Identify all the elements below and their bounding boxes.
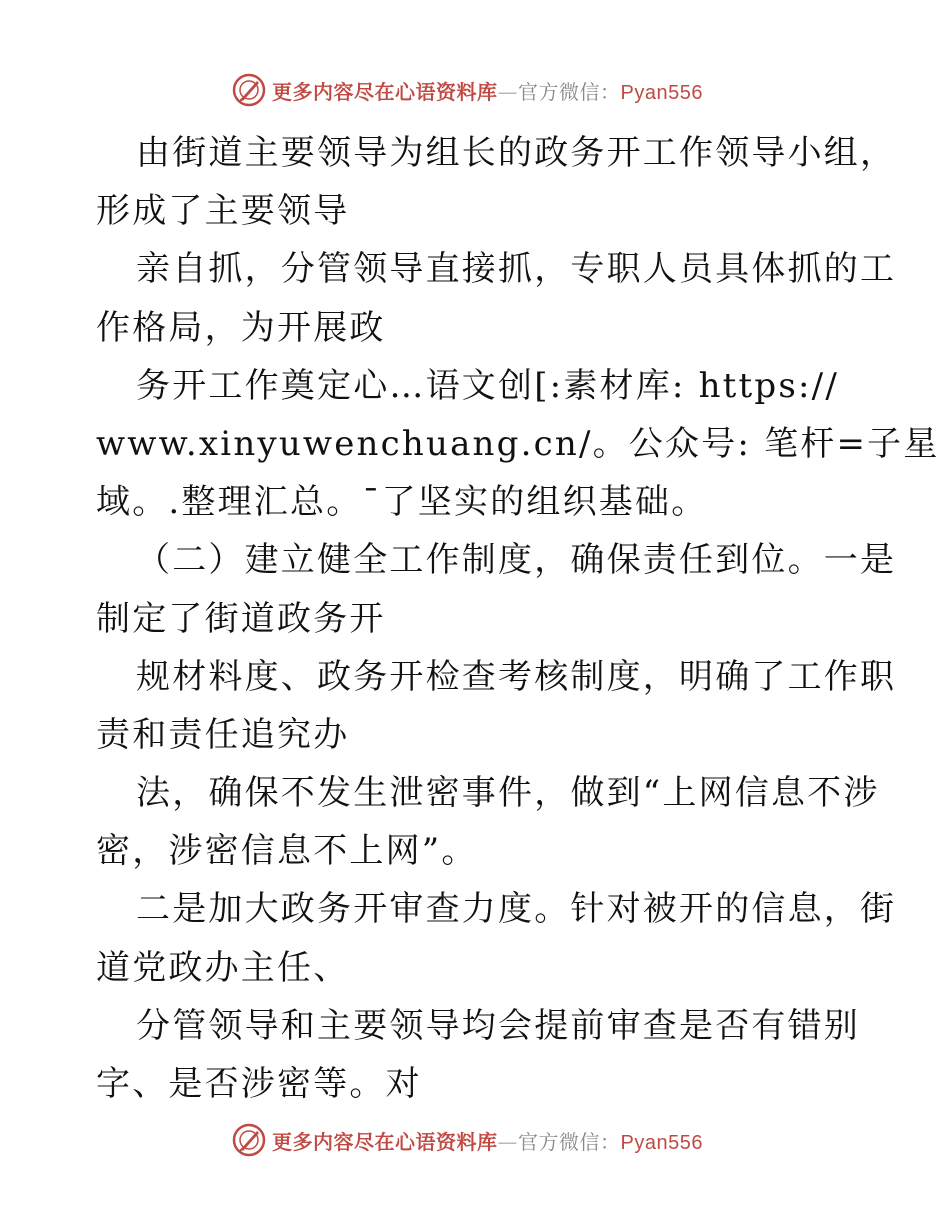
quill-logo-icon <box>232 73 266 107</box>
body-line: 由街道主要领导为组长的政务开工作领导小组， <box>136 133 897 173</box>
body-line: www.xinyuwenchuang.cn/。公众号: 笔杆=子星 <box>96 423 940 464</box>
body-line: （二）建立健全工作制度，确保责任到位。一是 <box>136 540 897 581</box>
body-line: 务开工作奠定心…语文创[:素材库: https:// <box>136 365 839 406</box>
watermark-separator: — <box>497 79 518 104</box>
watermark-separator: — <box>497 1129 518 1154</box>
body-line: 法，确保不发生泄密事件，做到“上网信息不涉 <box>136 773 880 814</box>
watermark-wechat-label: 官方微信： <box>518 79 621 104</box>
quill-logo-icon <box>232 1123 266 1157</box>
watermark-main-text: 更多内容尽在心语资料库 <box>272 79 498 104</box>
watermark-wechat-id: Pyan556 <box>620 81 703 104</box>
header-watermark <box>232 70 703 110</box>
body-line: 字、是否涉密等。对 <box>96 1064 422 1104</box>
watermark-text <box>272 76 703 105</box>
body-line: 密，涉密信息不上网”。 <box>96 831 478 872</box>
body-line: 制定了街道政务开 <box>96 598 386 639</box>
watermark-text <box>272 1126 703 1155</box>
footer-watermark <box>232 1120 703 1160</box>
body-line: 亲自抓，分管领导直接抓，专职人员具体抓的工 <box>136 249 897 290</box>
watermark-main-text: 更多内容尽在心语资料库 <box>272 1129 498 1154</box>
watermark-wechat-id: Pyan556 <box>620 1131 703 1154</box>
body-line: 形成了主要领导 <box>96 191 350 232</box>
body-line: 规材料度、政务开检查考核制度，明确了工作职 <box>136 656 897 697</box>
body-line: 道党政办主任、 <box>96 947 350 988</box>
body-line: 二是加大政务开审查力度。针对被开的信息，街 <box>136 889 897 930</box>
body-line: 作格局，为开展政 <box>96 307 386 348</box>
watermark-wechat-label: 官方微信： <box>518 1129 621 1154</box>
body-line: 分管领导和主要领导均会提前审查是否有错别 <box>136 1005 860 1046</box>
body-line: 域。.整理汇总。¯了坚实的组织基础。 <box>96 482 708 523</box>
document-body <box>96 124 940 1113</box>
body-line: 责和责任追究办 <box>96 714 350 755</box>
